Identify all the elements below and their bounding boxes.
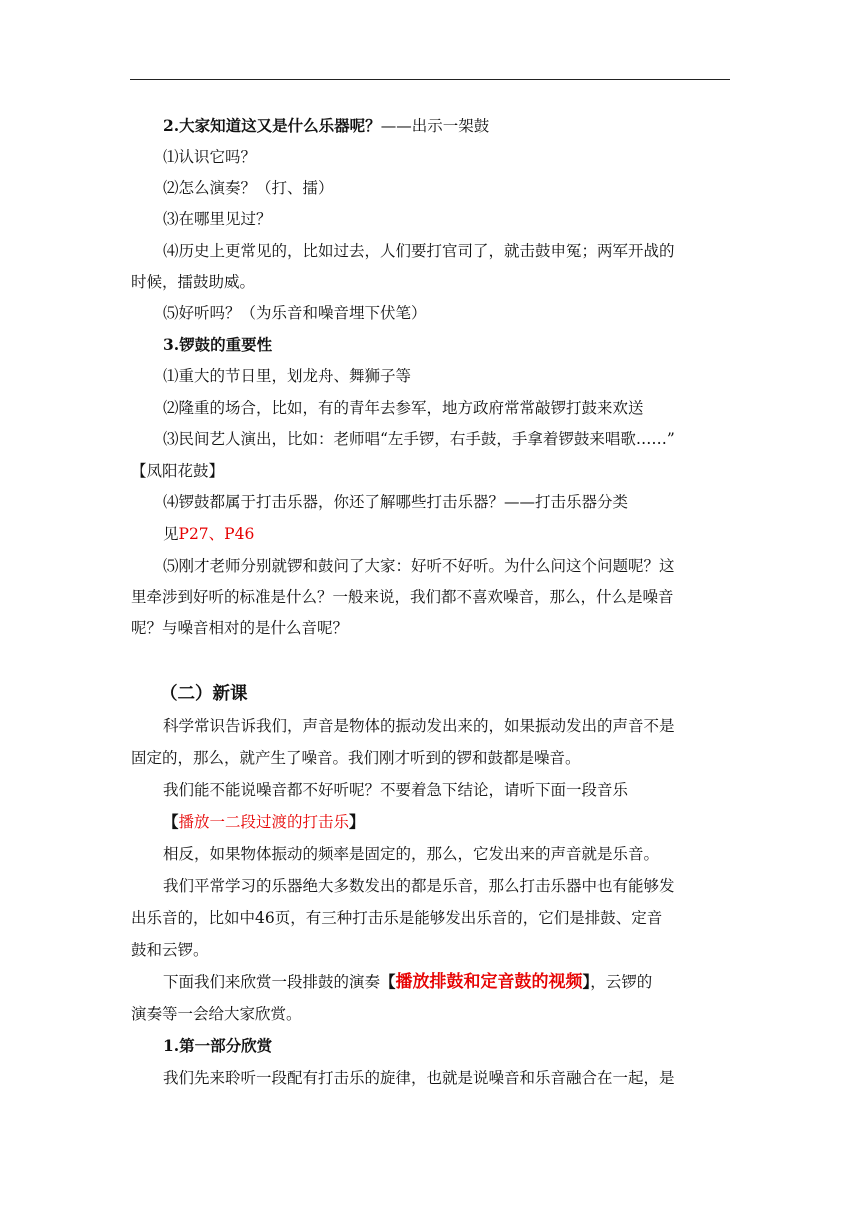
text-line: ⑴重大的节日里，划龙舟、舞狮子等 [163, 367, 412, 385]
text-line: 固定的，那么，就产生了噪音。我们刚才听到的锣和鼓都是噪音。 [131, 749, 581, 767]
text-line: ⑵隆重的场合，比如，有的青年去参军，地方政府常常敲锣打鼓来欢送 [163, 399, 644, 417]
text-line: ⑷历史上更常见的，比如过去，人们要打官司了，就击鼓申冤；两军开战的 [163, 242, 675, 260]
text-line: 【凤阳花鼓】 [131, 462, 225, 480]
text-line: 里牵涉到好听的标准是什么？一般来说，我们都不喜欢噪音，那么，什么是噪音 [131, 588, 674, 606]
media-cue: 播放排鼓和定音鼓的视频 [395, 972, 583, 992]
bracket: 】 [349, 812, 365, 831]
line-text: 见 [163, 525, 179, 543]
section-title: （二）新课 [160, 684, 248, 704]
text-line: ⑸好听吗？（为乐音和噪音埋下伏笔） [163, 304, 427, 322]
line-text: ——出示一架鼓 [380, 117, 490, 135]
text-line: ⑴认识它吗？ [163, 148, 257, 166]
bracket: 【 [163, 812, 179, 831]
text-line: 我们先来聆听一段配有打击乐的旋律，也就是说噪音和乐音融合在一起，是 [163, 1069, 675, 1087]
text-line [163, 971, 652, 993]
header-rule [130, 79, 730, 80]
text-line: ⑵怎么演奏？（打、擂） [163, 179, 334, 197]
line-text: ，云锣的 [590, 973, 653, 991]
text-line: ⑶民间艺人演出，比如：老师唱“左手锣，右手鼓，手拿着锣鼓来唱歌……” [163, 430, 675, 448]
media-cue: 播放一二段过渡的打击乐 [178, 813, 350, 831]
text-line [163, 523, 254, 545]
text-line: 相反，如果物体振动的频率是固定的，那么，它发出来的声音就是乐音。 [163, 845, 660, 863]
text-line: 演奏等一会给大家欣赏。 [131, 1005, 302, 1023]
heading-text: 2.大家知道这又是什么乐器呢？ [163, 116, 381, 135]
text-line: 时候，擂鼓助威。 [131, 273, 256, 291]
text-line [163, 115, 489, 137]
bracket: 【 [380, 972, 396, 991]
text-line: 我们能不能说噪音都不好听呢？不要着急下结论，请听下面一段音乐 [163, 781, 629, 799]
text-line: 出乐音的，比如中46页，有三种打击乐是能够发出乐音的，它们是排鼓、定音 [131, 909, 663, 927]
text-line: 呢？与噪音相对的是什么音呢？ [131, 619, 349, 637]
subheading: 1.第一部分欣赏 [163, 1036, 273, 1055]
text-line: ⑷锣鼓都属于打击乐器，你还了解哪些打击乐器？——打击乐器分类 [163, 493, 629, 511]
subheading: 3.锣鼓的重要性 [163, 335, 273, 354]
line-text: 下面我们来欣赏一段排鼓的演奏 [163, 973, 381, 991]
text-line [163, 811, 365, 833]
bracket: 】 [582, 972, 591, 991]
text-line: 科学常识告诉我们，声音是物体的振动发出来的，如果振动发出的声音不是 [163, 717, 675, 735]
page-reference: P27、P46 [178, 525, 255, 543]
text-line: 鼓和云锣。 [131, 941, 209, 959]
text-line: ⑸刚才老师分别就锣和鼓问了大家：好听不好听。为什么问这个问题呢？这 [163, 557, 675, 575]
text-line: 我们平常学习的乐器绝大多数发出的都是乐音，那么打击乐器中也有能够发 [163, 877, 675, 895]
text-line: ⑶在哪里见过？ [163, 210, 272, 228]
